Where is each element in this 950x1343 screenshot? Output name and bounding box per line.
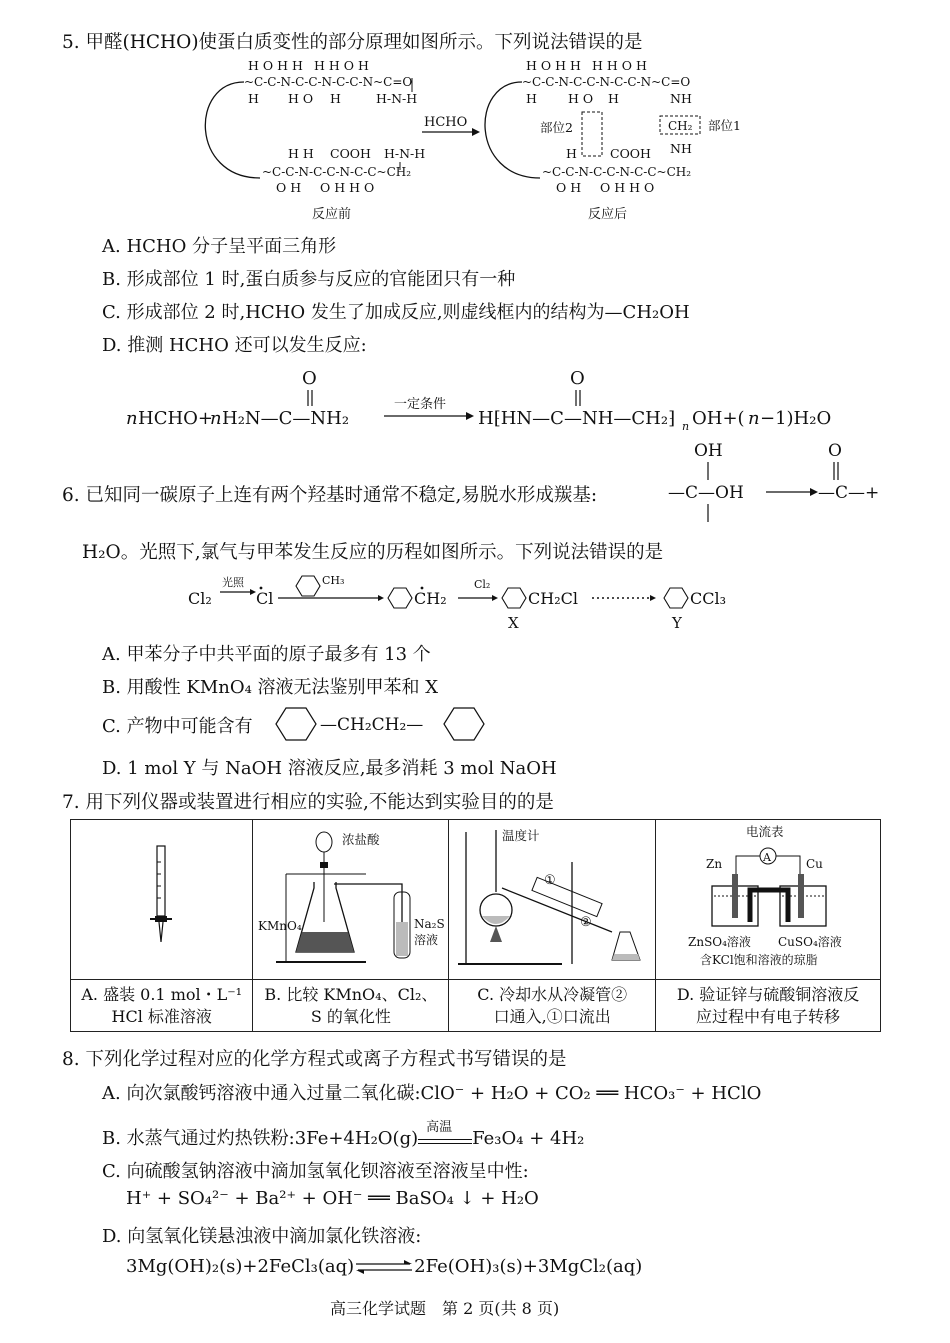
q6-option-b: B. 用酸性 KMnO₄ 溶液无法鉴别甲苯和 X (102, 677, 439, 698)
high-temp-label: 高温 (426, 1120, 453, 1135)
svg-text:O H: O H (556, 180, 582, 195)
svg-text:CH₂: CH₂ (414, 589, 447, 608)
svg-text:NH: NH (670, 141, 692, 156)
salt-bridge-label: 含KCl饱和溶液的琼脂 (700, 953, 818, 967)
svg-text:NH: NH (670, 91, 692, 106)
svg-text:H O H H: H O H H (248, 58, 303, 73)
caption-d: D. 验证锌与硫酸铜溶液反 应过程中有电子转移 (656, 980, 881, 1032)
svg-text:H O: H O (288, 91, 314, 106)
site1-label: 部位1 (708, 118, 741, 133)
apparatus-c-cell (449, 820, 656, 980)
svg-text:n: n (210, 408, 222, 429)
svg-text:CH₂: CH₂ (668, 119, 693, 133)
svg-text:H H: H H (288, 146, 314, 161)
svg-text:~C-C-N-C-C-N-C-C-N~C=O: ~C-C-N-C-C-N-C-C-N~C=O (522, 75, 691, 89)
svg-text:n: n (748, 408, 760, 429)
svg-text:H: H (566, 146, 577, 161)
svg-text:H⁅HN—C—NH—CH₂⁆: H⁅HN—C—NH—CH₂⁆ (478, 408, 676, 429)
caption-a: A. 盛装 0.1 mol・L⁻¹ HCl 标准溶液 (71, 980, 253, 1032)
before-label: 反应前 (312, 207, 352, 222)
q5-option-b: B. 形成部位 1 时,蛋白质参与反应的官能团只有一种 (102, 269, 516, 290)
svg-text:CCl₃: CCl₃ (690, 589, 727, 608)
thermometer-label: 温度计 (502, 828, 540, 843)
protein-before-diagram (190, 58, 460, 228)
svg-text:OH+(: OH+( (692, 408, 745, 429)
cuso4-label: CuSO₄溶液 (778, 935, 842, 949)
svg-text:CH₃: CH₃ (322, 574, 345, 587)
svg-text:O: O (302, 368, 317, 389)
q8-option-b: B. 水蒸气通过灼热铁粉:3Fe+4H₂O(g) 高温 Fe₃O₄ + 4H₂ (102, 1124, 584, 1150)
svg-text:O H H O: O H H O (600, 180, 655, 195)
q5-d-equation (126, 362, 896, 432)
svg-text:—CH₂CH₂—: —CH₂CH₂— (320, 715, 424, 735)
chlorine-generator-icon (256, 822, 446, 972)
svg-text:Cl₂: Cl₂ (188, 589, 212, 608)
svg-text:~C-C-N-C-C-N-C-C-N~C=O: ~C-C-N-C-C-N-C-C-N~C=O (244, 75, 413, 89)
svg-text:H O: H O (568, 91, 594, 106)
q8-stem: 8. 下列化学过程对应的化学方程式或离子方程式书写错误的是 (62, 1049, 567, 1070)
svg-text:O H: O H (276, 180, 302, 195)
svg-text:②: ② (580, 915, 592, 930)
svg-text:COOH: COOH (330, 146, 371, 161)
znso4-label: ZnSO₄溶液 (688, 935, 751, 949)
svg-text:H-N-H: H-N-H (384, 146, 426, 161)
solution-label: 溶液 (413, 933, 438, 947)
svg-text:OH: OH (694, 441, 723, 461)
svg-text:H H O H: H H O H (314, 58, 369, 73)
zn-label: Zn (706, 857, 723, 871)
q5-option-c: C. 形成部位 2 时,HCHO 发生了加成反应,则虚线框内的结构为—CH₂OH (102, 302, 690, 323)
svg-text:O: O (828, 441, 842, 461)
na2s-label: Na₂S (413, 917, 445, 931)
svg-text:O H H O: O H H O (320, 180, 375, 195)
q7-stem: 7. 用下列仪器或装置进行相应的实验,不能达到实验目的的是 (62, 792, 554, 813)
q8-option-c-equation: H⁺ + SO₄²⁻ + Ba²⁺ + OH⁻ ══ BaSO₄ ↓ + H₂O (126, 1188, 539, 1209)
svg-text:—C—OH: —C—OH (668, 483, 744, 503)
q6-option-c: C. 产物中可能含有 (102, 716, 253, 737)
svg-text:Y: Y (672, 614, 682, 632)
svg-text:COOH: COOH (610, 146, 651, 161)
svg-text:H-N-H: H-N-H (376, 91, 418, 106)
site2-label: 部位2 (540, 120, 573, 135)
q8-option-a: A. 向次氯酸钙溶液中通入过量二氧化碳:ClO⁻ + H₂O + CO₂ ══ HCO₃⁻ + HClO (102, 1083, 762, 1104)
arrow-hcho-label: HCHO (424, 115, 468, 130)
q8-option-c: C. 向硫酸氢钠溶液中滴加氢氧化钡溶液至溶液呈中性: (102, 1161, 529, 1182)
svg-text:H: H (248, 91, 259, 106)
svg-text:n: n (126, 408, 138, 429)
cu-label: Cu (806, 857, 823, 871)
q8-option-d: D. 向氢氧化镁悬浊液中滴加氯化铁溶液: (102, 1226, 422, 1247)
page-footer: 高三化学试题 第 2 页(共 8 页) (330, 1299, 560, 1318)
dibenzyl-structure (270, 704, 500, 744)
svg-text:A: A (763, 851, 771, 864)
svg-text:CH₂Cl: CH₂Cl (528, 589, 578, 608)
galvanic-cell-icon (658, 822, 878, 972)
condition-label: 一定条件 (394, 397, 447, 412)
equilibrium-arrow (354, 1260, 414, 1274)
svg-text:H₂N—C—NH₂: H₂N—C—NH₂ (222, 408, 350, 429)
svg-text:H H O H: H H O H (592, 58, 647, 73)
after-label: 反应后 (588, 207, 628, 222)
caption-b: B. 比较 KMnO₄、Cl₂、 S 的氧化性 (253, 980, 449, 1032)
q6-option-a: A. 甲苯分子中共平面的原子最多有 13 个 (102, 644, 431, 665)
svg-text:H: H (608, 91, 619, 106)
svg-text:−1)H₂O: −1)H₂O (760, 408, 832, 429)
svg-text:HCHO+: HCHO+ (138, 408, 214, 429)
q6-reaction-path (188, 568, 768, 632)
svg-text:H: H (330, 91, 341, 106)
distillation-apparatus-icon (452, 822, 652, 972)
svg-text:~C-C-N-C-C-N-C-C~CH₂: ~C-C-N-C-C-N-C-C~CH₂ (262, 165, 412, 179)
caption-c: C. 冷却水从冷凝管② 口通入,①口流出 (449, 980, 656, 1032)
q6-stem-line1: 6. 已知同一碳原子上连有两个羟基时通常不稳定,易脱水形成羰基: (62, 485, 598, 506)
q6-gem-diol-scheme (668, 438, 898, 528)
svg-text:H O H H: H O H H (526, 58, 581, 73)
apparatus-b-cell (253, 820, 449, 980)
svg-text:n: n (682, 420, 690, 433)
hcl-label: 浓盐酸 (341, 832, 380, 847)
svg-text:O: O (570, 368, 585, 389)
protein-after-diagram (470, 58, 770, 228)
svg-text:~C-C-N-C-C-N-C-C~CH₂: ~C-C-N-C-C-N-C-C~CH₂ (542, 165, 692, 179)
svg-text:①: ① (544, 873, 556, 888)
q5-stem: 5. 甲醛(HCHO)使蛋白质变性的部分原理如图所示。下列说法错误的是 (62, 32, 643, 53)
light-label: 光照 (222, 576, 244, 589)
svg-text:—C—+: —C—+ (818, 483, 880, 503)
q6-stem-line2: H₂O。光照下,氯气与甲苯发生反应的历程如图所示。下列说法错误的是 (82, 542, 664, 563)
burette-icon (142, 842, 182, 952)
q8-option-d-equation: 3Mg(OH)₂(s)+2FeCl₃(aq) 2Fe(OH)₃(s)+3MgCl₂(aq) (126, 1256, 643, 1277)
svg-text:X: X (508, 614, 519, 632)
svg-text:Cl: Cl (256, 589, 274, 608)
apparatus-d-cell (656, 820, 881, 980)
q5-option-d: D. 推测 HCHO 还可以发生反应: (102, 335, 367, 356)
q5-option-a: A. HCHO 分子呈平面三角形 (102, 236, 337, 257)
q6-option-d: D. 1 mol Y 与 NaOH 溶液反应,最多消耗 3 mol NaOH (102, 758, 557, 779)
kmno4-label: KMnO₄ (257, 919, 302, 933)
apparatus-a-cell (71, 820, 253, 980)
ammeter-label: 电流表 (746, 824, 784, 839)
svg-text:Cl₂: Cl₂ (474, 578, 491, 591)
svg-text:H: H (526, 91, 537, 106)
q7-apparatus-table (70, 819, 881, 1032)
